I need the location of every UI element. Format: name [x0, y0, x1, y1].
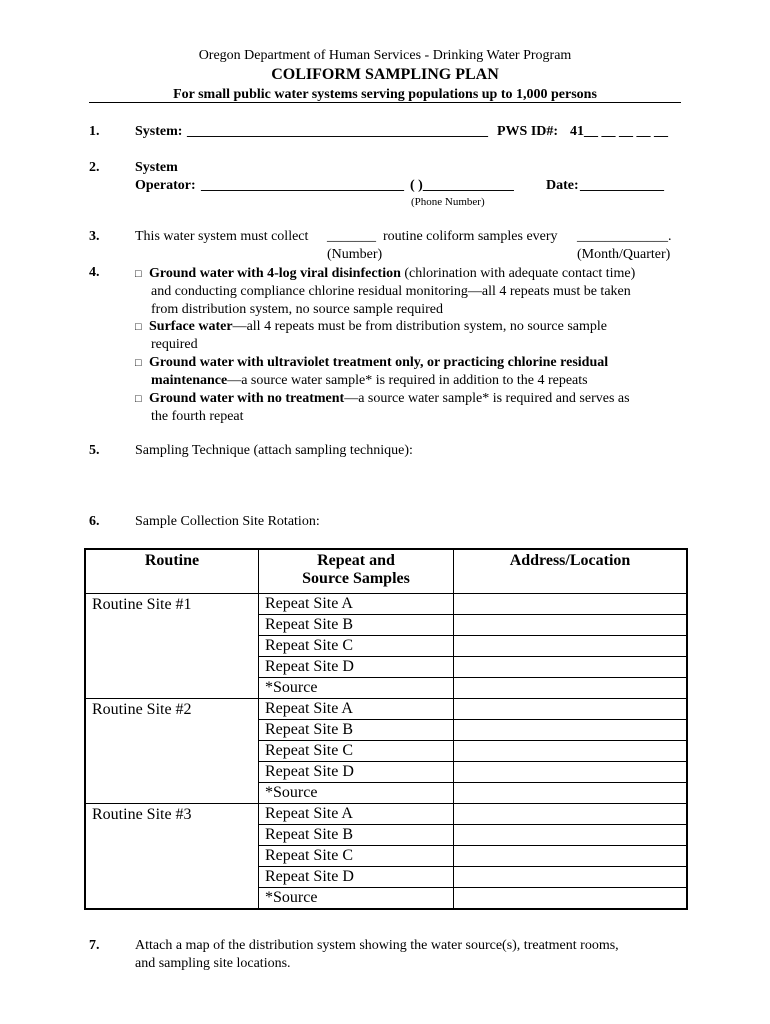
option-1-cont1: and conducting compliance chlorine residual monitoring—all 4 repeats must be taken [151, 284, 631, 299]
item-1-number: 1. [89, 124, 100, 139]
option-2-rest: —all 4 repeats must be from distribution system, no source sample [232, 319, 608, 334]
table-row [85, 803, 687, 824]
option-1-rest: (chlorination with adequate contact time) [400, 266, 636, 281]
item-3-number: 3. [89, 229, 100, 244]
item-2-number: 2. [89, 160, 100, 175]
address-field[interactable] [454, 740, 688, 761]
operator-field[interactable]: _____________________________ [201, 178, 404, 193]
collect-text-b: routine coliform samples every [383, 229, 558, 244]
routine-site-cell: Routine Site #1 [85, 593, 259, 698]
repeat-site-cell: Repeat Site A [259, 698, 454, 719]
sample-number-field[interactable]: _______ [327, 229, 376, 244]
option-2-cont1: required [151, 337, 198, 352]
map-instruction-line2: and sampling site locations. [135, 956, 291, 971]
item-6-number: 6. [89, 514, 100, 529]
repeat-site-cell: Repeat Site A [259, 593, 454, 614]
page-subtitle: For small public water systems serving populations up to 1,000 persons [173, 87, 597, 102]
option-3-cont-bold: maintenance [151, 373, 228, 388]
pws-id-label: PWS ID#: [497, 124, 559, 139]
address-field[interactable] [454, 677, 688, 698]
repeat-site-cell: Repeat Site C [259, 740, 454, 761]
option-groundwater-4log [135, 265, 680, 319]
phone-caption: (Phone Number) [411, 196, 485, 208]
address-field[interactable] [454, 803, 688, 824]
date-field[interactable]: ____________ [580, 178, 664, 193]
option-surface-water [135, 318, 680, 354]
routine-site-cell: Routine Site #2 [85, 698, 259, 803]
number-caption: (Number) [327, 247, 383, 262]
routine-site-cell: Routine Site #3 [85, 803, 259, 909]
repeat-site-cell: Repeat Site B [259, 824, 454, 845]
repeat-site-cell: Repeat Site D [259, 866, 454, 887]
sampling-technique-label: Sampling Technique (attach sampling technique): [135, 443, 413, 458]
phone-field[interactable]: ( )_____________ [410, 178, 514, 193]
option-4-bold: Ground water with no treatment [149, 391, 345, 406]
option-3-cont1: —a source water sample* is required in addition to the 4 repeats [227, 373, 588, 388]
address-field[interactable] [454, 593, 688, 614]
item-4-number: 4. [89, 265, 100, 280]
repeat-site-cell: Repeat Site B [259, 614, 454, 635]
option-2-bold: Surface water [149, 319, 233, 334]
option-3-bold: Ground water with ultraviolet treatment only, or practicing chlorine residual [149, 355, 609, 370]
address-field[interactable] [454, 824, 688, 845]
repeat-site-cell: Repeat Site B [259, 719, 454, 740]
collect-text-a: This water system must collect [135, 229, 309, 244]
repeat-site-cell: Repeat Site C [259, 845, 454, 866]
address-field[interactable] [454, 698, 688, 719]
header-address: Address/Location [454, 549, 688, 593]
repeat-site-cell: Repeat Site C [259, 635, 454, 656]
address-field[interactable] [454, 782, 688, 803]
address-field[interactable] [454, 845, 688, 866]
checkbox-icon[interactable]: □ [135, 393, 142, 405]
system-field[interactable]: ___________________________________________ [187, 124, 488, 139]
address-field[interactable] [454, 614, 688, 635]
header-repeat-source [259, 549, 454, 593]
address-field[interactable] [454, 761, 688, 782]
table-row [85, 698, 687, 719]
site-rotation-label: Sample Collection Site Rotation: [135, 514, 320, 529]
item-7-number: 7. [89, 938, 100, 953]
period-caption: (Month/Quarter) [577, 247, 671, 262]
operator-label-line2: Operator: [135, 178, 196, 193]
address-field[interactable] [454, 866, 688, 887]
repeat-site-cell: Repeat Site A [259, 803, 454, 824]
item-5-number: 5. [89, 443, 100, 458]
option-4-rest: —a source water sample* is required and serves as [344, 391, 630, 406]
address-field[interactable] [454, 635, 688, 656]
address-field[interactable] [454, 656, 688, 677]
table-row [85, 593, 687, 614]
option-groundwater-no-treatment [135, 390, 680, 426]
option-1-bold: Ground water with 4-log viral disinfection [149, 266, 401, 281]
operator-label-line1: System [135, 160, 178, 175]
checkbox-icon[interactable]: □ [135, 268, 142, 280]
checkbox-icon[interactable]: □ [135, 357, 142, 369]
repeat-site-cell: *Source [259, 887, 454, 909]
checkbox-icon[interactable]: □ [135, 321, 142, 333]
page-title: COLIFORM SAMPLING PLAN [271, 66, 499, 83]
header-repeat-line1: Repeat and [317, 552, 395, 569]
date-label: Date: [546, 178, 579, 193]
option-1-cont2: from distribution system, no source sample required [151, 302, 443, 317]
map-instruction-line1: Attach a map of the distribution system showing the water source(s), treatment rooms, [135, 938, 619, 953]
option-4-cont1: the fourth repeat [151, 409, 244, 424]
system-label: System: [135, 124, 183, 139]
header-routine: Routine [85, 549, 259, 593]
header-divider [89, 102, 681, 103]
site-rotation-table [84, 548, 688, 910]
address-field[interactable] [454, 887, 688, 909]
repeat-site-cell: *Source [259, 782, 454, 803]
repeat-site-cell: Repeat Site D [259, 761, 454, 782]
repeat-site-cell: *Source [259, 677, 454, 698]
header-repeat-line2: Source Samples [302, 570, 410, 587]
agency-name: Oregon Department of Human Services - Drinking Water Program [198, 48, 572, 63]
option-groundwater-uv [135, 354, 680, 390]
address-field[interactable] [454, 719, 688, 740]
pws-id-field[interactable]: 41__ __ __ __ __ [570, 124, 668, 139]
repeat-site-cell: Repeat Site D [259, 656, 454, 677]
sample-period-field[interactable]: _____________. [577, 229, 672, 244]
